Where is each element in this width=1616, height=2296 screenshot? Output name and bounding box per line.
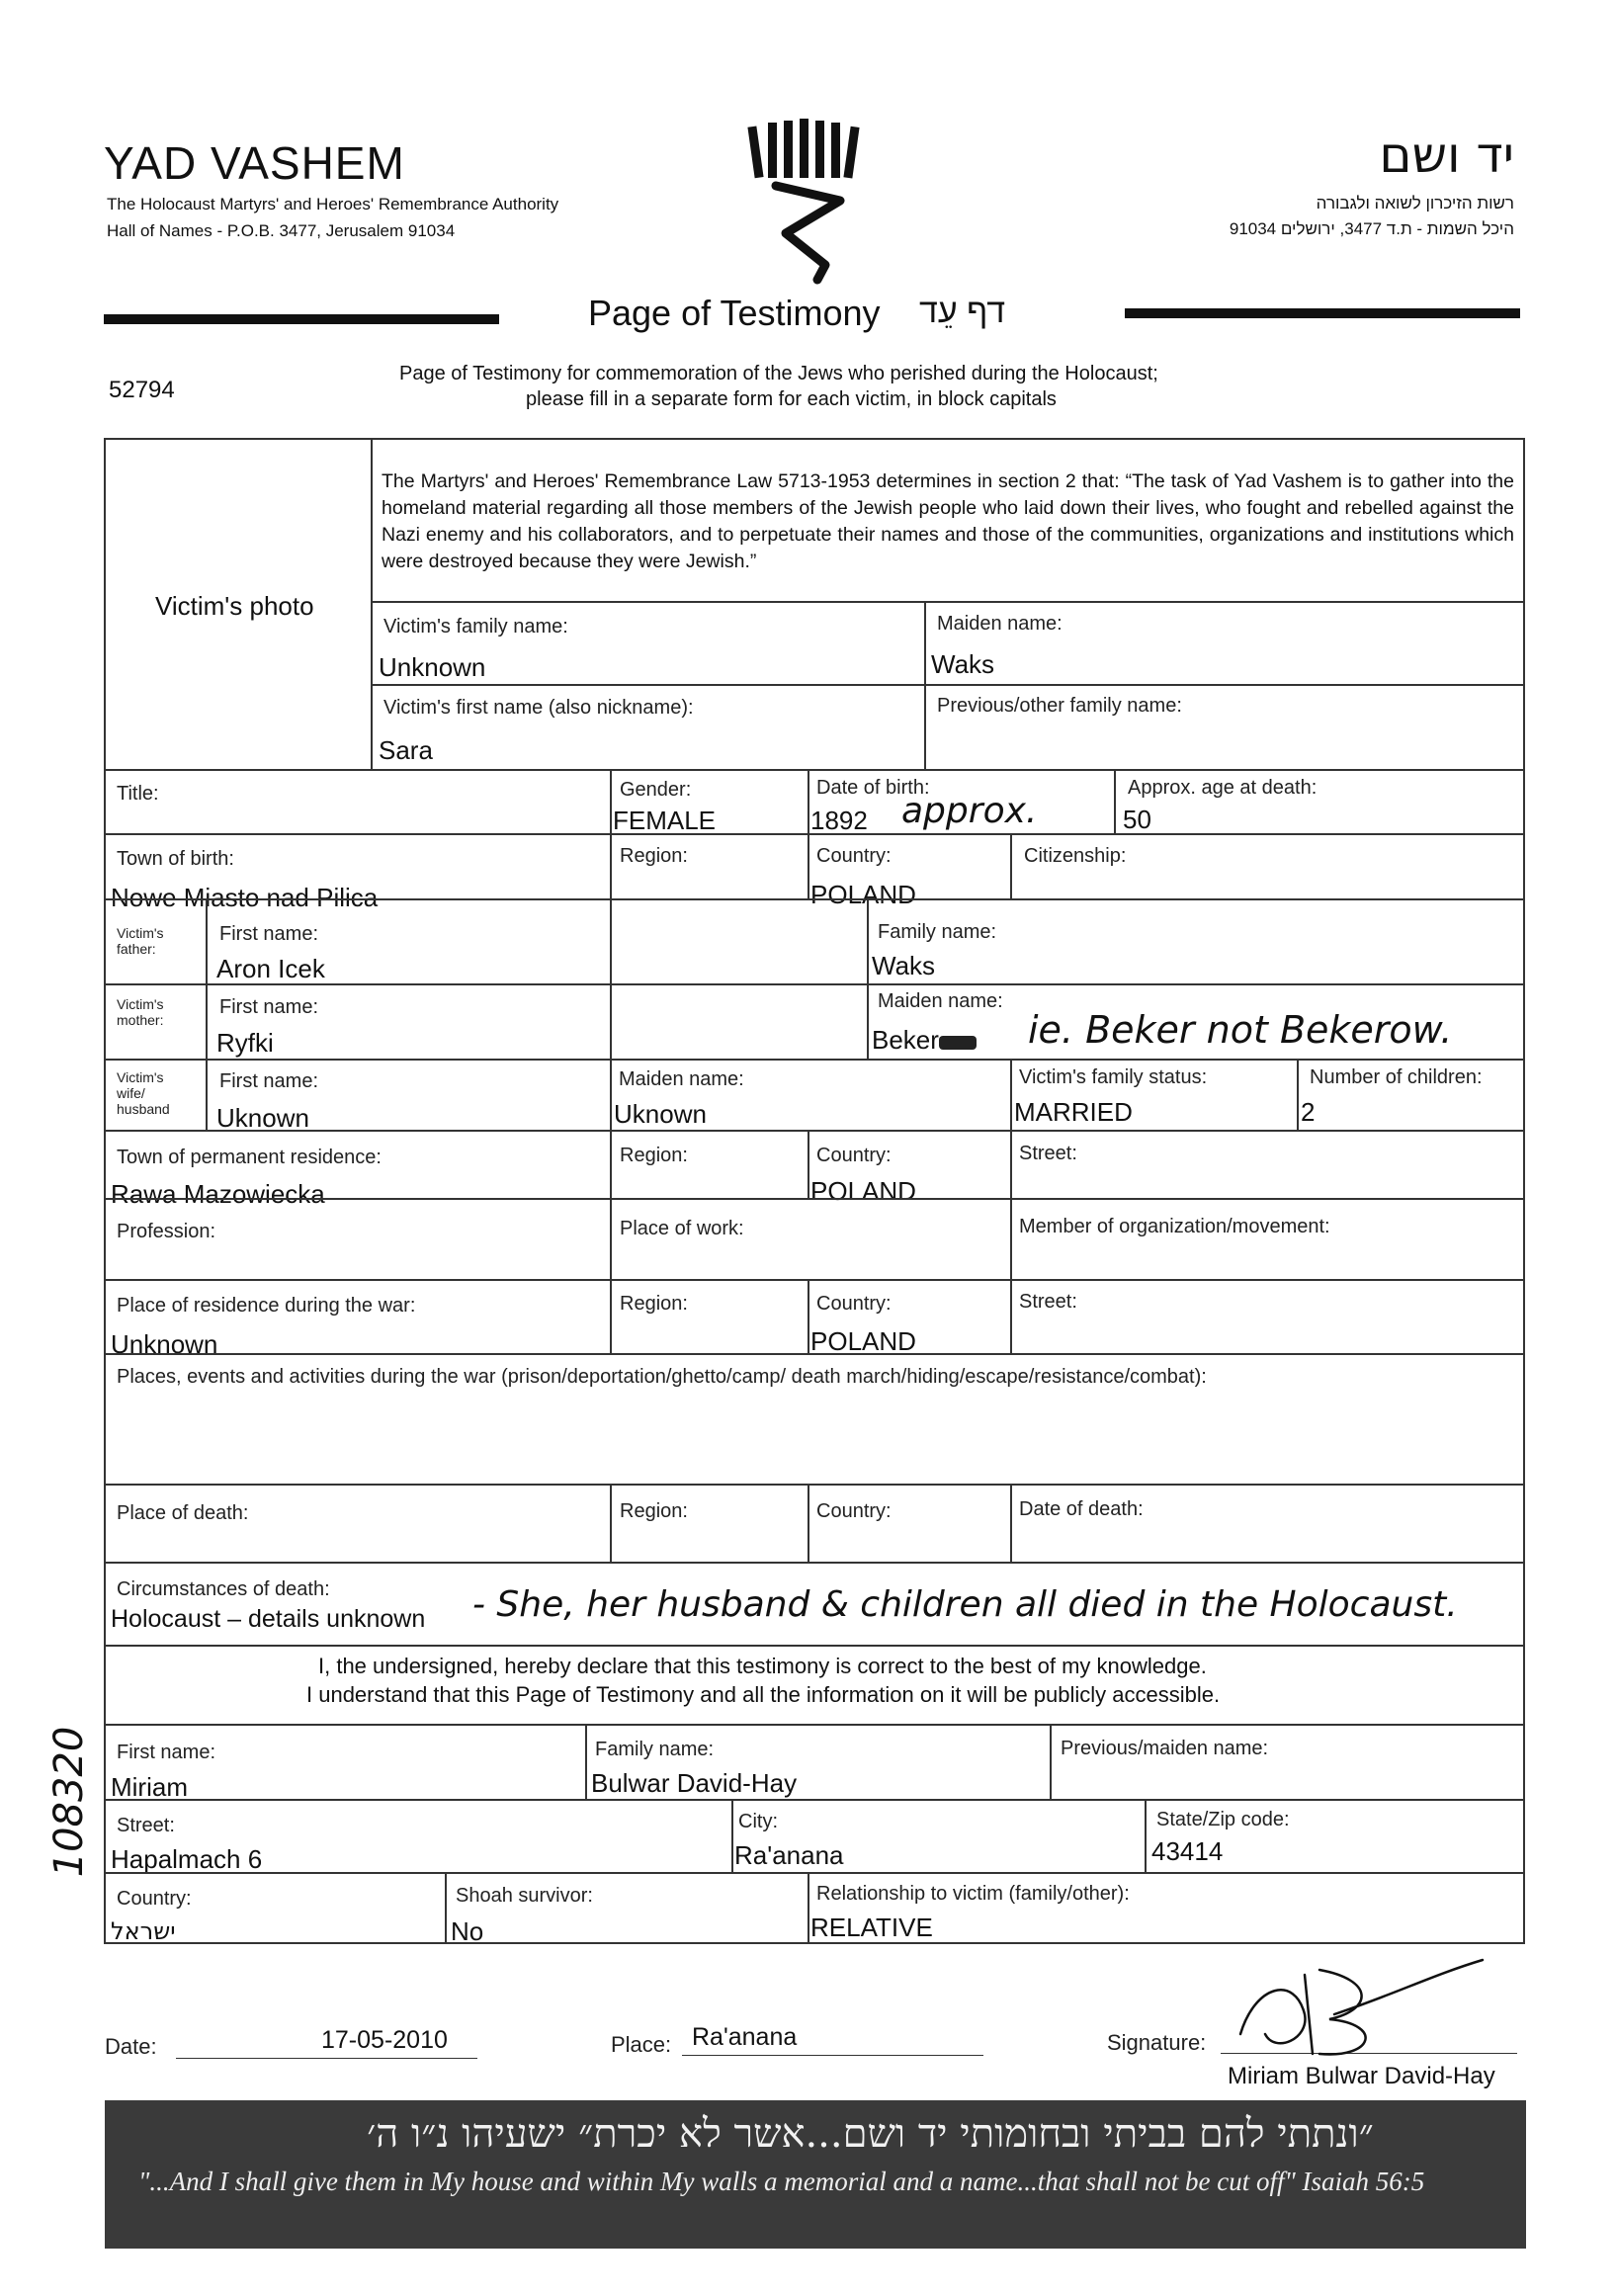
signoff-place: Ra'anana: [692, 2023, 798, 2051]
children-count-label: Number of children:: [1310, 1066, 1483, 1088]
father-family-name: Waks: [872, 951, 936, 980]
father-row-label: Victim's father:: [117, 925, 164, 957]
birth-country-label: Country:: [816, 845, 892, 867]
place-label: Place:: [611, 2032, 672, 2057]
submitter-city: Ra'anana: [734, 1840, 844, 1870]
residence-region-label: Region:: [620, 1145, 688, 1166]
residence-street-label: Street:: [1019, 1143, 1077, 1164]
mother-first-name: Ryfki: [216, 1028, 274, 1058]
submitter-family-label: Family name:: [595, 1739, 715, 1760]
authority-he: רשות הזיכרון לשואה ולגבורה: [1316, 194, 1514, 213]
title-label: Title:: [117, 783, 159, 805]
victim-maiden-name-label: Maiden name:: [937, 613, 1063, 635]
redaction-mark: [939, 1036, 977, 1050]
death-circumstances: Holocaust – details unknown: [111, 1605, 426, 1633]
title-bar-left: [104, 314, 499, 324]
spouse-first-label: First name:: [219, 1070, 319, 1092]
war-street-label: Street:: [1019, 1291, 1077, 1313]
victim-family-name: Unknown: [379, 652, 486, 682]
profession-label: Profession:: [117, 1221, 216, 1242]
birth-region-label: Region:: [620, 845, 688, 867]
mother-maiden-name: Beker: [872, 1025, 939, 1055]
address-en: Hall of Names - P.O.B. 3477, Jerusalem 91034: [107, 221, 456, 240]
spouse-maiden-label: Maiden name:: [619, 1068, 744, 1090]
shoah-survivor-label: Shoah survivor:: [456, 1885, 593, 1907]
mother-row-label: Victim's mother:: [117, 996, 164, 1028]
form-title-en: Page of Testimony: [588, 293, 881, 333]
signoff-date: 17-05-2010: [321, 2026, 448, 2054]
date-of-death-label: Date of death:: [1019, 1498, 1144, 1520]
dob-handwritten-note: approx.: [901, 791, 1038, 831]
law-text: The Martyrs' and Heroes' Remembrance Law 5713-1953 determines in section 2 that: “The task of Yad Vashem is to gather into the homeland material regarding all those members of the Jewish people who laid down their lives, who fought and rebelled against the Nazi enemy and his collaborators, and to perpetuate their names and those of the communities, organizations and institutions which were destroyed because they were Jewish.”: [382, 470, 1514, 572]
title-bar-right: [1125, 308, 1520, 318]
org-name-he: יד ושם: [1379, 127, 1514, 184]
submitter-country-label: Country:: [117, 1888, 192, 1910]
address-he: היכל השמות - ת.ד 3477, ירושלים 91034: [1229, 219, 1514, 238]
submitter-prev-name-label: Previous/maiden name:: [1061, 1738, 1269, 1759]
photo-label: Victim's photo: [155, 591, 314, 621]
submitter-family-name: Bulwar David-Hay: [591, 1768, 798, 1798]
submitter-city-label: City:: [738, 1811, 778, 1832]
signature-scribble-icon: [1235, 1955, 1492, 2074]
submitter-street: Hapalmach 6: [111, 1844, 263, 1874]
town-of-birth-label: Town of birth:: [117, 848, 234, 870]
victim-first-name: Sara: [379, 735, 433, 765]
photo-divider: [371, 438, 373, 770]
submitter-street-label: Street:: [117, 1815, 175, 1836]
gender-value: FEMALE: [613, 806, 717, 835]
birth-country: POLAND: [810, 880, 916, 909]
intro-line-1: Page of Testimony for commemoration of the Jews who perished during the Holocaust;: [399, 363, 1158, 384]
residence-town: Rawa Mazowiecka: [111, 1179, 325, 1209]
date-label: Date:: [105, 2034, 157, 2059]
dob-value: 1892: [810, 806, 868, 835]
age-label: Approx. age at death:: [1128, 777, 1318, 799]
spouse-maiden-name: Uknown: [614, 1099, 707, 1129]
authority-en: The Holocaust Martyrs' and Heroes' Remembrance Authority: [107, 195, 559, 213]
shoah-survivor: No: [451, 1916, 484, 1946]
place-of-work-label: Place of work:: [620, 1218, 744, 1239]
war-country: POLAND: [810, 1326, 916, 1356]
war-residence-label: Place of residence during the war:: [117, 1295, 416, 1317]
footer-quote-he: ״ונתתי להם בביתי ובחומותי יד ושם...אשר לא יכרת״ ישעיהו נ״ו ה׳: [367, 2111, 1374, 2157]
submitter-zip-label: State/Zip code:: [1156, 1809, 1290, 1830]
war-events-label: Places, events and activities during the war (prison/deportation/ghetto/camp/ death march/hiding/escape/resistance/combat):: [117, 1366, 1207, 1388]
residence-town-label: Town of permanent residence:: [117, 1147, 382, 1168]
signature-name: Miriam Bulwar David-Hay: [1228, 2063, 1495, 2089]
place-of-death-label: Place of death:: [117, 1502, 249, 1524]
war-region-label: Region:: [620, 1293, 688, 1315]
mother-maiden-handwritten-note: ie. Beker not Bekerow.: [1028, 1008, 1453, 1052]
victim-first-name-label: Victim's first name (also nickname):: [383, 697, 694, 719]
death-country-label: Country:: [816, 1500, 892, 1522]
father-first-name: Aron Icek: [216, 954, 325, 983]
residence-country-label: Country:: [816, 1145, 892, 1166]
father-first-label: First name:: [219, 923, 319, 945]
victim-family-name-label: Victim's family name:: [383, 616, 568, 638]
victim-maiden-name: Waks: [931, 649, 995, 679]
death-handwritten-note: - She, her husband & children all died in the Holocaust.: [472, 1584, 1458, 1625]
relationship: RELATIVE: [810, 1913, 933, 1942]
relationship-label: Relationship to victim (family/other):: [816, 1883, 1130, 1905]
father-family-label: Family name:: [878, 921, 997, 943]
war-country-label: Country:: [816, 1293, 892, 1315]
gender-label: Gender:: [620, 779, 692, 801]
residence-country: POLAND: [810, 1176, 916, 1206]
mother-maiden-label: Maiden name:: [878, 990, 1003, 1012]
record-number: 52794: [109, 377, 175, 403]
intro-line-2: please fill in a separate form for each victim, in block capitals: [526, 388, 1057, 410]
submitter-first-label: First name:: [117, 1742, 216, 1763]
signature-label: Signature:: [1107, 2030, 1207, 2055]
age-value: 50: [1123, 805, 1151, 834]
family-status-label: Victim's family status:: [1019, 1066, 1208, 1088]
submitter-first-name: Miriam: [111, 1772, 188, 1802]
prev-family-name-label: Previous/other family name:: [937, 695, 1182, 717]
margin-id-number: 108320: [46, 1726, 92, 1878]
footer-quote-en: "...And I shall give them in My house and within My walls a memorial and a name...that shall not be cut off" Isaiah 56:5: [138, 2167, 1425, 2196]
submitter-country: ישראל: [111, 1917, 176, 1945]
war-residence: Unknown: [111, 1329, 218, 1359]
organization-label: Member of organization/movement:: [1019, 1216, 1330, 1237]
dob-label: Date of birth:: [816, 777, 930, 799]
spouse-first-name: Uknown: [216, 1103, 309, 1133]
declaration-line-1: I, the undersigned, hereby declare that this testimony is correct to the best of my knowledge.: [318, 1654, 1207, 1678]
mother-first-label: First name:: [219, 996, 319, 1018]
org-name-en: YAD VASHEM: [104, 137, 405, 189]
family-status: MARRIED: [1014, 1097, 1133, 1127]
form-title-he: דף עֵד: [919, 293, 1006, 330]
citizenship-label: Citizenship:: [1024, 845, 1127, 867]
spouse-row-label: Victim's wife/ husband: [117, 1069, 170, 1117]
death-circumstances-label: Circumstances of death:: [117, 1578, 330, 1600]
yad-vashem-logo-icon: [746, 117, 865, 285]
children-count: 2: [1301, 1097, 1316, 1127]
death-region-label: Region:: [620, 1500, 688, 1522]
declaration-line-2: I understand that this Page of Testimony and all the information on it will be publicly accessible.: [306, 1682, 1221, 1707]
town-of-birth: Nowe Miasto nad Pilica: [111, 883, 379, 912]
submitter-zip: 43414: [1151, 1836, 1224, 1866]
